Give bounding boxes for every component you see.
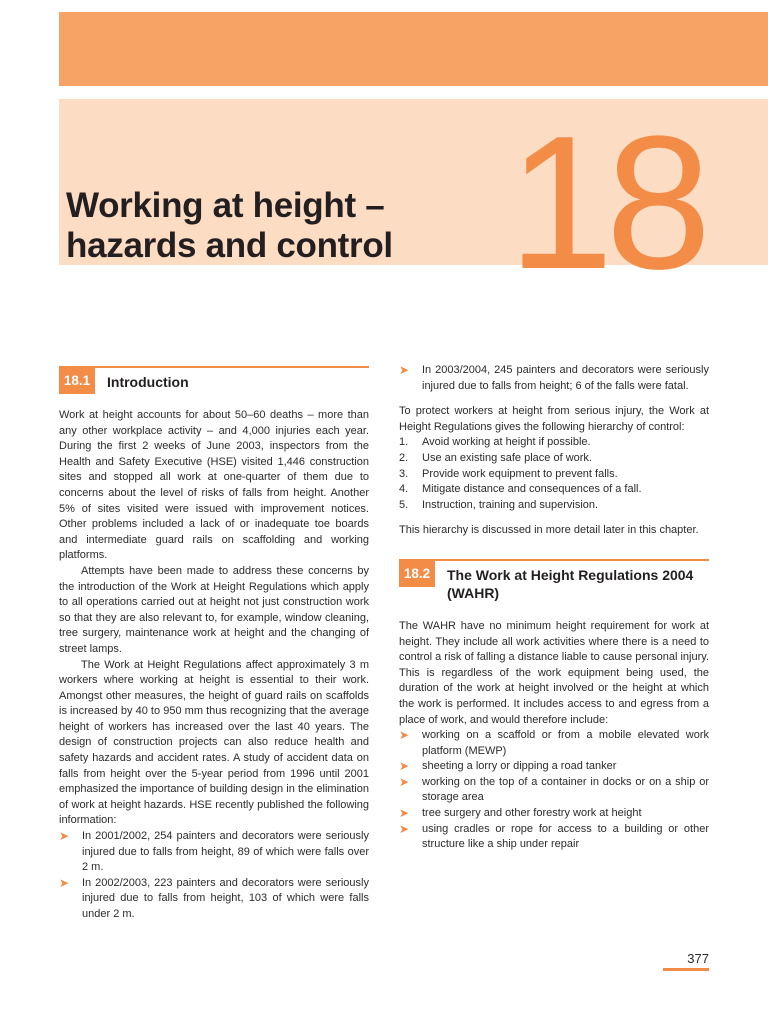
list-number: 3. [399,467,409,480]
wahr-paragraph: The WAHR have no minimum height requirement for work at height. They include all work activities where there is a need to control a risk of falling a distance liable to cause personal injury. This is regardless of the work equipment being used, the duration of the work at height involved or the height at which the work is performed. It includes access to and egress from a place of work, and would therefore include: [399,619,709,726]
chapter-title-line-2: hazards and control [66,226,393,265]
left-column [59,366,369,923]
arrow-bullet-icon: ➤ [399,759,410,774]
list-item-text: In 2001/2002, 254 painters and decorators were seriously injured due to falls from height, 89 of which were falls over 2 m. [82,830,369,874]
list-item [399,363,709,394]
intro-paragraph-3: The Work at Height Regulations affect approximately 3 m workers where working at height is essential to their work. Amongst other measures, the height of guard rails on scaffolds is increased by 40 to 950 mm thus recognizing that the average height of workers has increased over the last 40 years. The design of construction projects can also reduce health and safety hazards and accident rates. A study of accident data on falls from height over the 5-year period from 1996 until 2001 emphasized the importance of building design in the elimination of work at height hazards. HSE recently published the following information: [59,658,369,827]
right-column [399,363,709,853]
arrow-bullet-icon: ➤ [399,774,410,789]
section-number: 18.2 [399,561,435,587]
arrow-bullet-icon: ➤ [59,829,70,844]
arrow-bullet-icon: ➤ [59,875,70,890]
arrow-bullet-icon: ➤ [399,806,410,821]
list-item [399,728,709,759]
chapter-number: 18 [508,97,704,309]
section-title: Introduction [107,374,189,390]
list-item [399,806,709,822]
list-item-text: Mitigate distance and consequences of a fall. [422,483,642,496]
page-number: 377 [663,951,709,971]
list-item-text: Provide work equipment to prevent falls. [422,467,618,480]
arrow-bullet-icon: ➤ [399,821,410,836]
list-item [399,482,709,498]
list-item-text: In 2002/2003, 223 painters and decorators were seriously injured due to falls from height, 103 of which were falls under 2 m. [82,876,369,920]
list-number: 1. [399,436,409,449]
injury-statistics-list [59,829,369,923]
chapter-title [66,186,393,266]
section-heading-wahr [399,559,709,605]
hierarchy-intro: To protect workers at height from serious injury, the Work at Height Regulations gives the following hierarchy of control: [399,405,709,433]
wahr-activities-list [399,728,709,853]
list-item-text: using cradles or rope for access to a building or other structure like a ship under repair [422,822,709,851]
list-item-text: working on the top of a container in docks or on a ship or storage area [422,775,709,804]
list-item-text: tree surgery and other forestry work at height [422,807,642,820]
arrow-bullet-icon: ➤ [399,728,410,743]
intro-paragraph-2: Attempts have been made to address these concerns by the introduction of the Work at Height Regulations which apply to all operations carried out at height not just construction work so that they are also relevant to, for example, window cleaning, tree surgery, maintenance work at height and the changing of street lamps. [59,564,369,655]
list-item-text: Instruction, training and supervision. [422,498,599,511]
header-band [59,12,768,86]
chapter-title-line-1: Working at height – [66,186,385,225]
hierarchy-of-control-list [399,435,709,513]
list-item [399,435,709,451]
list-number: 2. [399,451,409,464]
list-item-text: Use an existing safe place of work. [422,451,592,464]
list-item [59,829,369,876]
list-item [399,467,709,483]
list-item [59,876,369,923]
list-number: 5. [399,498,409,511]
list-item [399,498,709,514]
hierarchy-outro: This hierarchy is discussed in more detail later in this chapter. [399,524,699,537]
list-item-text: sheeting a lorry or dipping a road tanker [422,760,617,773]
list-item [399,775,709,806]
list-item-text: Avoid working at height if possible. [422,436,591,449]
list-item-text: working on a scaffold or from a mobile elevated work platform (MEWP) [422,729,709,757]
list-item [399,822,709,853]
section-heading-introduction [59,366,369,398]
arrow-bullet-icon: ➤ [399,363,410,377]
list-item-text: In 2003/2004, 245 painters and decorators were seriously injured due to falls from height; 6 of the falls were fatal. [422,364,709,392]
injury-statistics-list-continued [399,363,709,394]
section-title: The Work at Height Regulations 2004 (WAHR) [447,566,694,601]
section-number: 18.1 [59,368,95,394]
intro-paragraph-1: Work at height accounts for about 50–60 deaths – more than any other workplace activity – and 4,000 injuries each year. During the first 2 weeks of June 2003, inspectors from the Health and Safety Executive (HSE) visited 1,446 construction sites and stopped all work at one-quarter of them due to concerns about the level of risks of falls from height. Another 5% of sites visited were issued with improvement notices. Other problems included a lack of or inadequate toe boards and intermediate guard rails on scaffolding and working platforms. [59,409,369,562]
list-number: 4. [399,483,409,496]
list-item [399,759,709,775]
list-item [399,451,709,467]
